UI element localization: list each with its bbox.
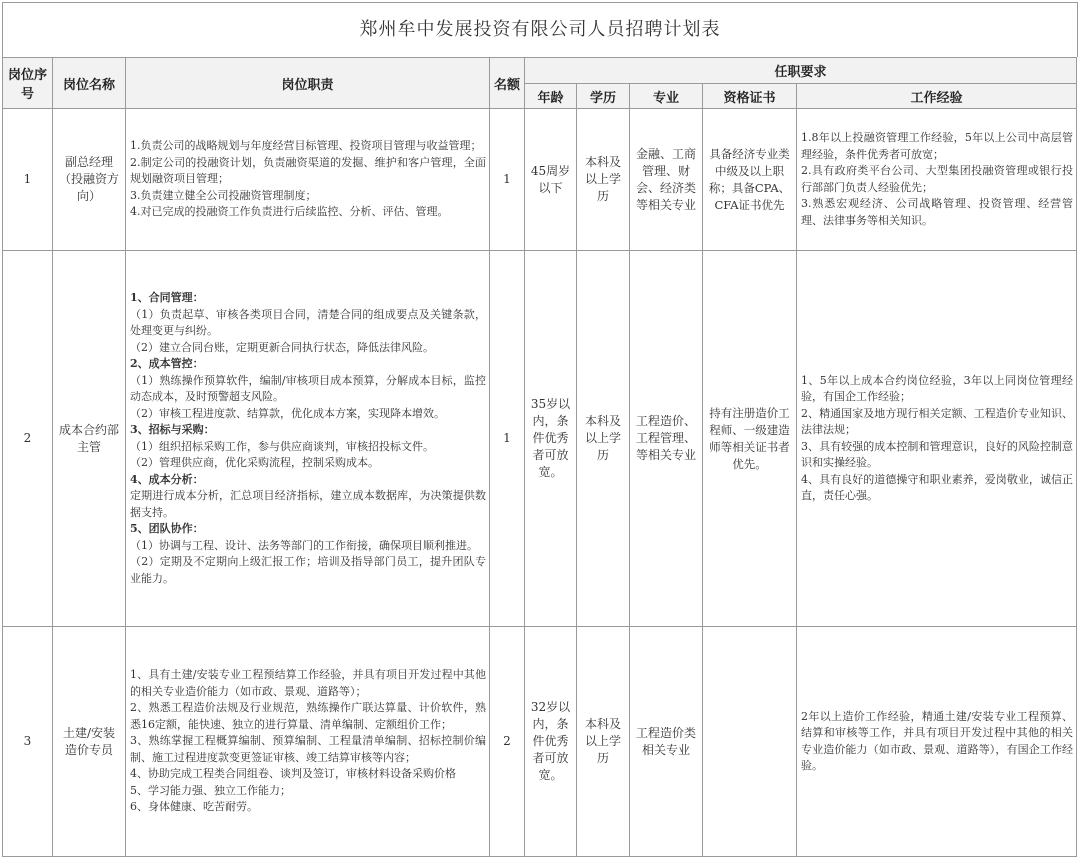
duty-line: （1）熟练操作预算软件，编制/审核项目成本预算，分解成本目标，监控动态成本，及时预警超支风险。 [130,373,486,403]
duty-line: 4、协助完成工程类合同组卷、谈判及签订，审核材料设备采购价格 [130,767,456,781]
header-seq: 岗位序号 [3,58,53,109]
duty-heading: 5、团队协作： [130,522,204,535]
duty-heading: 4、成本分析： [130,472,204,486]
row-position-name: 土建/安装造价专员 [53,627,126,857]
row-certificate [703,627,797,857]
duty-line: 1.负责公司的战略规划与年度经营目标管理、投资项目管理与收益管理； [130,139,482,153]
header-duties: 岗位职责 [126,58,490,109]
row-age: 32岁以内，条件优秀者可放宽。 [525,627,577,857]
duty-line: （2）建立合同台账，定期更新合同执行状态，降低法律风险。 [130,340,434,354]
row-duties [126,251,490,627]
row-education: 本科及以上学历 [577,627,630,857]
experience-line: 2、精通国家及地方现行相关定额、工程造价专业知识、法律法规； [801,406,1074,436]
row-seq: 1 [3,109,53,251]
header-experience: 工作经验 [797,84,1077,109]
row-experience [797,109,1077,251]
header-major: 专业 [630,84,703,109]
recruitment-table [2,57,1077,857]
row-certificate: 具备经济专业类中级及以上职称；具备CPA、CFA证书优先 [703,109,797,251]
duty-line: （1）协调与工程、设计、法务等部门的工作衔接，确保项目顺利推进。 [130,538,478,552]
duty-line: （1）组织招标采购工作，参与供应商谈判，审核招投标文件。 [130,439,434,453]
header-age: 年龄 [525,84,577,109]
experience-line: 1、5年以上成本合约岗位经验，3年以上同岗位管理经验，有国企工作经验； [801,373,1074,403]
duty-line: 6、身体健康、吃苦耐劳。 [130,800,258,814]
row-major: 工程造价类相关专业 [630,627,703,857]
experience-line: 4、具有良好的道德操守和职业素养，爱岗敬业，诚信正直，责任心强。 [801,472,1074,502]
experience-line: 2.具有政府类平台公司、大型集团投融资管理或银行投行部部门负责人经验优先； [801,164,1074,194]
duty-line: 2、熟悉工程造价法规及行业规范，熟练操作广联达算量、计价软件，熟悉16定额，能快速、独立的进行算量、清单编制、定额组价工作； [130,701,486,731]
header-certificate: 资格证书 [703,84,797,109]
recruitment-plan-page [2,2,1078,860]
table-row [3,251,1077,627]
duty-line: （1）负责起草、审核各类项目合同，清楚合同的组成要点及关键条款，处理变更与纠纷。 [130,307,486,337]
row-position-name: 副总经理（投融资方向） [53,109,126,251]
header-count: 名额 [490,58,525,109]
row-certificate: 持有注册造价工程师、一级建造师等相关证书者优先。 [703,251,797,627]
duty-heading: 3、招标与采购： [130,423,215,436]
duty-heading: 2、成本管控： [130,357,204,370]
experience-line: 1.8年以上投融资管理工作经验，5年以上公司中高层管理经验，条件优秀者可放宽； [801,131,1074,161]
row-major: 金融、工商管理、财会、经济类等相关专业 [630,109,703,251]
experience-line: 3.熟悉宏观经济、公司战略管理、投资管理、经营管理、法律事务等相关知识。 [801,197,1074,227]
row-education: 本科及以上学历 [577,251,630,627]
row-education: 本科及以上学历 [577,109,630,251]
row-seq: 3 [3,627,53,857]
row-age: 35岁以内，条件优秀者可放宽。 [525,251,577,627]
table-row [3,627,1077,857]
duty-line: 1、具有土建/安装专业工程预结算工作经验，并具有项目开发过程中其他的相关专业造价能力（如市政、景观、道路等）； [130,668,486,698]
header-requirements: 任职要求 [525,58,1077,84]
row-age: 45周岁以下 [525,109,577,251]
row-seq: 2 [3,251,53,627]
experience-line: 3、具有较强的成本控制和管理意识，良好的风险控制意识和实操经验。 [801,439,1074,469]
row-experience [797,251,1077,627]
duty-line: 3、熟练掌握工程概算编制、预算编制、工程量清单编制、招标控制价编制、施工过程进度款变更签证审核、竣工结算审核等内容； [130,734,486,764]
experience-line: 2年以上造价工作经验，精通土建/安装专业工程预算、结算和审核等工作，并具有项目开发过程中其他的相关专业造价能力（如市政、景观、道路等），有国企工作经验。 [801,709,1074,772]
duty-line: （2）审核工程进度款、结算款，优化成本方案，实现降本增效。 [130,406,445,420]
row-count: 2 [490,627,525,857]
row-count: 1 [490,251,525,627]
duty-line: 5、学习能力强、独立工作能力； [130,783,291,797]
row-experience [797,627,1077,857]
page-title: 郑州牟中发展投资有限公司人员招聘计划表 [2,2,1078,57]
row-major: 工程造价、工程管理、等相关专业 [630,251,703,627]
row-duties [126,627,490,857]
header-education: 学历 [577,84,630,109]
header-position-name: 岗位名称 [53,58,126,109]
duty-line: （2）定期及不定期向上级汇报工作；培训及指导部门员工，提升团队专业能力。 [130,555,486,585]
duty-line: 3.负责建立健全公司投融资管理制度； [130,188,317,202]
duty-line: （2）管理供应商，优化采购流程，控制采购成本。 [130,456,379,469]
duty-line: 定期进行成本分析，汇总项目经济指标，建立成本数据库，为决策提供数据支持。 [130,489,486,519]
duty-heading: 1、合同管理： [130,291,204,304]
duty-line: 2.制定公司的投融资计划，负责融资渠道的发掘、维护和客户管理，全面规划融资项目管理； [130,155,486,186]
duty-line: 4.对已完成的投融资工作负责进行后续监控、分析、评估、管理。 [130,205,449,219]
row-duties [126,109,490,251]
row-position-name: 成本合约部主管 [53,251,126,627]
row-count: 1 [490,109,525,251]
table-row [3,109,1077,251]
